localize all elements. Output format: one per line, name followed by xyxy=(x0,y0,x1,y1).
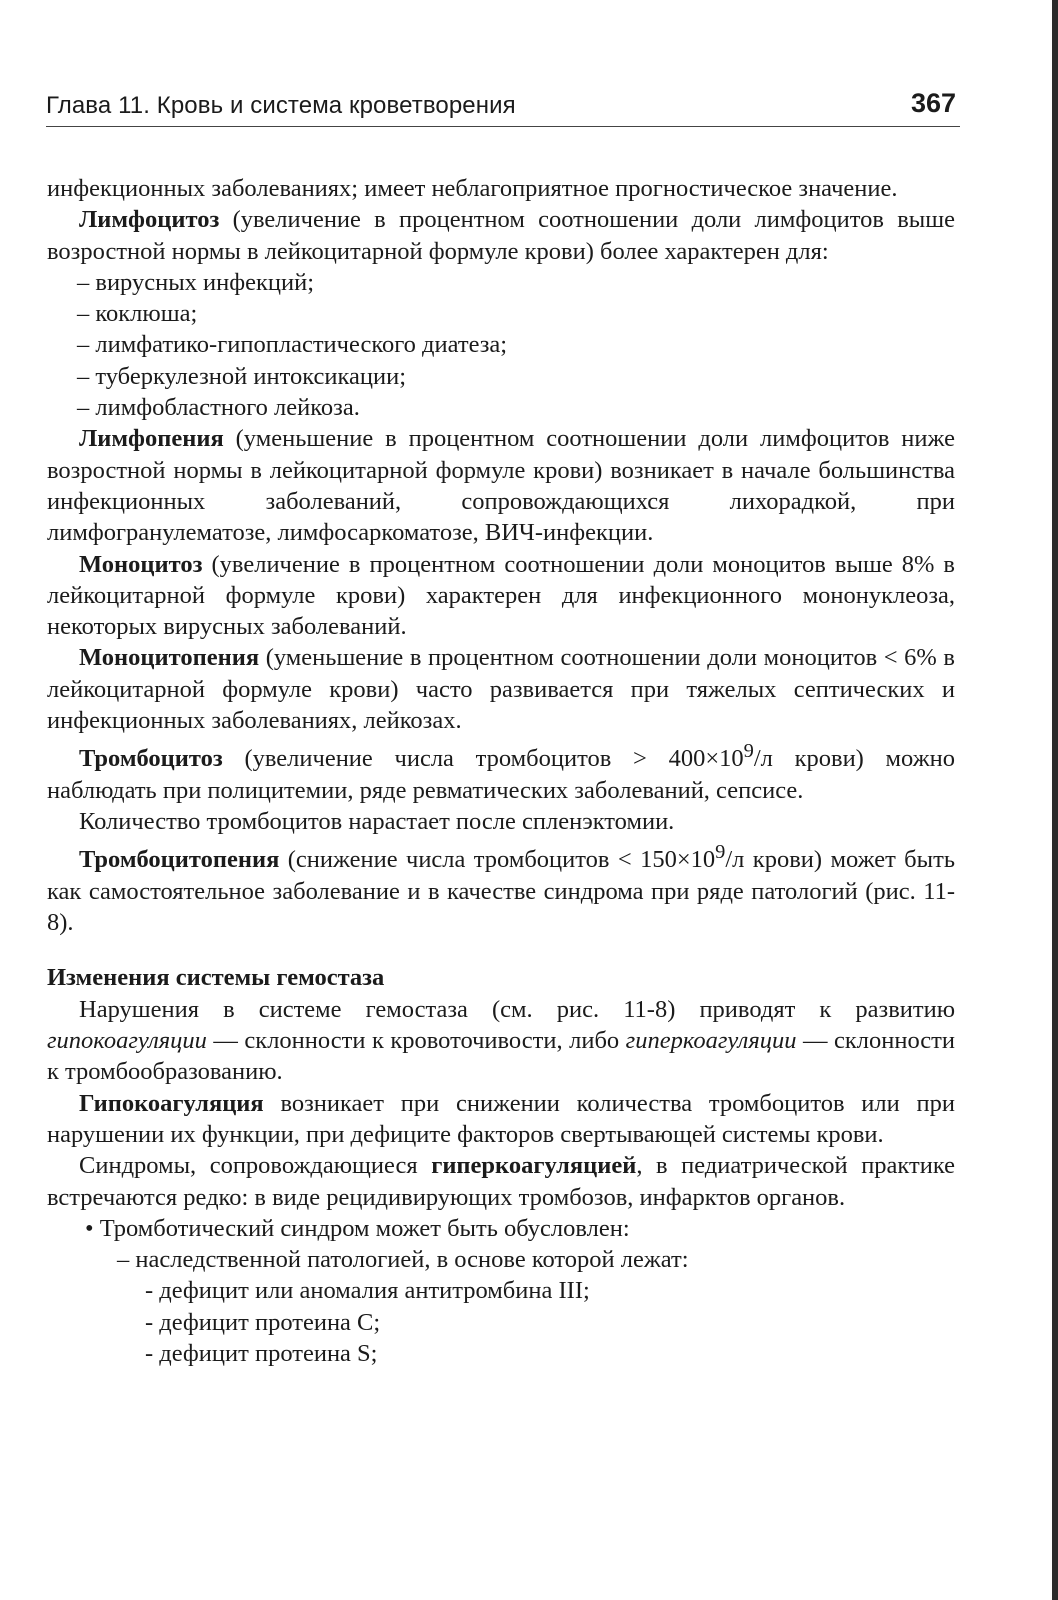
paragraph-text: Количество тромбоцитов нарастает после спленэктомии. xyxy=(79,808,675,836)
paragraph-text: (увеличение в процентном соотношении доли моноцитов выше 8% в лейкоцитарной формуле крови) характерен для инфекционного мононуклеоза, некоторых вирусных заболеваний. xyxy=(47,550,955,641)
paragraph-splenectomy xyxy=(47,806,955,837)
paragraph-text: (снижение числа тромбоцитов < 150×10 xyxy=(279,846,716,874)
page-number: 367 xyxy=(910,88,956,118)
paragraph-lymphopenia xyxy=(47,423,955,548)
term-lymphopenia: Лимфопения xyxy=(79,425,224,453)
paragraph-hypocoagulation xyxy=(47,1088,955,1151)
term-monocytosis: Моноцитоз xyxy=(79,550,203,578)
term-hypercoagulation-italic: гиперкоагуляции xyxy=(625,1027,797,1055)
term-hypocoagulation-italic: гипокоагуляции xyxy=(47,1027,207,1055)
paragraph-text: (уменьшение в процентном соотношении доли лимфоцитов ниже возростной нормы в лейкоцитарной формуле крови) возникает в начале большинства инфекционных заболеваний, сопровождающихся лихорадкой, при лимфогранулематозе, лимфосаркоматозе, ВИЧ-инфекции. xyxy=(47,425,955,547)
paragraph-text: Нарушения в системе гемостаза (см. рис. 11-8) приводят к развитию xyxy=(79,995,955,1023)
section-heading: Изменения системы гемостаза xyxy=(47,964,385,992)
superscript: 9 xyxy=(715,841,726,864)
term-hypercoagulation: гиперкоагуляцией xyxy=(431,1152,637,1180)
list-item: – лимфобластного лейкоза. xyxy=(77,394,360,422)
paragraph-text: — склонности к кровоточивости, либо xyxy=(206,1027,626,1055)
list-item: – туберкулезной интоксикации; xyxy=(77,362,407,390)
paragraph-lymphocytosis xyxy=(47,204,955,267)
term-monocytopenia: Моноцитопения xyxy=(79,644,260,672)
paragraph-text: (увеличение числа тромбоцитов > 400×10 xyxy=(222,745,744,773)
superscript: 9 xyxy=(743,740,754,763)
term-thrombocytosis: Тромбоцитоз xyxy=(79,745,223,773)
list-item: – коклюша; xyxy=(77,300,198,328)
sub-list-item: – наследственной патологией, в основе которой лежат: xyxy=(117,1246,689,1274)
paragraph-text: — склонности к тромбообразованию. xyxy=(47,1027,955,1086)
sub-sub-list-item: - дефицит протеина S; xyxy=(145,1340,378,1367)
paragraph-monocytopenia xyxy=(47,642,955,736)
paragraph-hemostasis xyxy=(47,994,955,1088)
paragraph-text: инфекционных заболеваниях; имеет неблагоприятное прогностическое значение. xyxy=(47,175,898,202)
paragraph-thrombocytopenia xyxy=(47,837,955,938)
running-header xyxy=(46,86,960,127)
paragraph-text: (уменьшение в процентном соотношении доли моноцитов < 6% в лейкоцитарной формуле крови) часто развивается при тяжелых септических и инфекционных заболеваниях, лейкозах. xyxy=(47,644,955,735)
paragraph-text: , в педиатрической практике встречаются редко: в виде рецидивирующих тромбозов, инфарктов органов. xyxy=(47,1152,955,1211)
list-item: – лимфатико-гипопластического диатеза; xyxy=(77,331,508,359)
page-body xyxy=(47,173,955,1369)
paragraph-continuation xyxy=(47,173,955,204)
paragraph-hypercoagulation xyxy=(47,1150,955,1213)
list-item: – вирусных инфекций; xyxy=(77,268,315,296)
bullet-item: • Тромботический синдром может быть обусловлен: xyxy=(85,1214,630,1242)
paragraph-monocytosis xyxy=(47,549,955,643)
chapter-title: Глава 11. Кровь и система кроветворения xyxy=(46,92,516,119)
paragraph-text: возникает при снижении количества тромбоцитов или при нарушении их функции, при дефиците факторов свертывающей системы крови. xyxy=(47,1089,955,1148)
paragraph-thrombocytosis xyxy=(47,736,955,806)
paragraph-text: (увеличение в процентном соотношении доли лимфоцитов выше возростной нормы в лейкоцитарной формуле крови) более характерен для: xyxy=(47,206,955,265)
paragraph-text: Синдромы, сопровождающиеся xyxy=(79,1152,432,1180)
term-lymphocytosis: Лимфоцитоз xyxy=(79,206,220,234)
term-hypocoagulation: Гипокоагуляция xyxy=(79,1089,264,1117)
term-thrombocytopenia: Тромбоцитопения xyxy=(79,846,280,874)
page-edge-shadow xyxy=(1052,0,1058,1600)
paragraph-text: /л крови) может быть как самостоятельное заболевание и в качестве синдрома при ряде патологий (рис. 11-8). xyxy=(47,846,955,937)
paragraph-text: /л крови) можно наблюдать при полицитемии, ряде ревматических заболеваний, сепсисе. xyxy=(47,745,955,804)
sub-sub-list-item: - дефицит протеина C; xyxy=(145,1308,381,1336)
sub-sub-list-item: - дефицит или аномалия антитромбина III; xyxy=(145,1277,590,1305)
